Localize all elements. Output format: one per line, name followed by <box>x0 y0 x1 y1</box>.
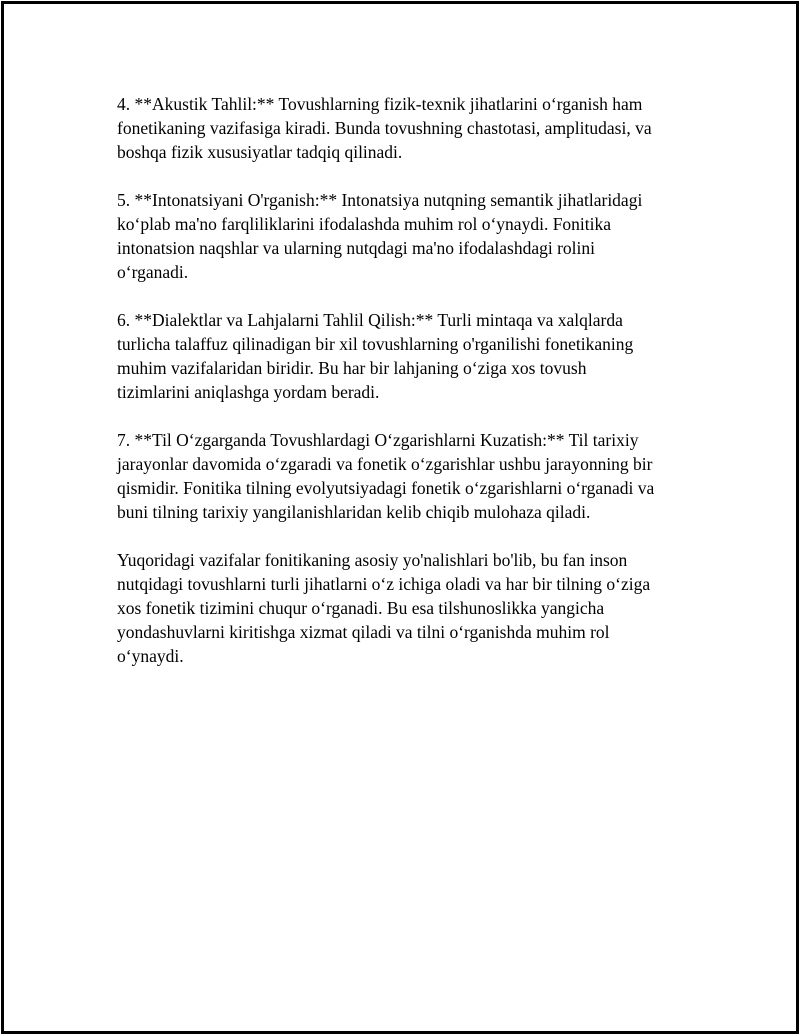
paragraph-dialektlar <box>117 308 697 404</box>
text-line: jarayonlar davomida o‘zgaradi va fonetik o‘zgarishlar ushbu jarayonning bir <box>117 454 653 474</box>
paragraph-akustik-tahlil <box>117 92 697 164</box>
text-line: 7. **Til O‘zgarganda Tovushlardagi O‘zgarishlarni Kuzatish:** Til tarixiy <box>117 430 639 450</box>
text-line: nutqidagi tovushlarni turli jihatlarni o‘z ichiga oladi va har bir tilning o‘ziga <box>117 574 651 594</box>
text-line: 4. **Akustik Tahlil:** Tovushlarning fizik-texnik jihatlarini o‘rganish ham <box>117 94 643 114</box>
text-line: 5. **Intonatsiyani O'rganish:** Intonatsiya nutqning semantik jihatlaridagi <box>117 190 643 210</box>
text-line: Yuqoridagi vazifalar fonitikaning asosiy yo'nalishlari bo'lib, bu fan inson <box>117 550 628 570</box>
text-line: boshqa fizik xususiyatlar tadqiq qilinadi. <box>117 142 403 162</box>
document-body <box>117 92 697 692</box>
text-line: intonatsion naqshlar va ularning nutqdagi ma'no ifodalashdagi rolini <box>117 238 595 258</box>
text-line: 6. **Dialektlar va Lahjalarni Tahlil Qilish:** Turli mintaqa va xalqlarda <box>117 310 623 330</box>
text-line: yondashuvlarni kiritishga xizmat qiladi va tilni o‘rganishda muhim rol <box>117 622 610 642</box>
text-line: xos fonetik tizimini chuqur o‘rganadi. Bu esa tilshunoslikka yangicha <box>117 598 605 618</box>
text-line: fonetikaning vazifasiga kiradi. Bunda tovushning chastotasi, amplitudasi, va <box>117 118 652 138</box>
text-line: o‘rganadi. <box>117 262 189 282</box>
text-line: buni tilning tarixiy yangilanishlaridan kelib chiqib mulohaza qiladi. <box>117 502 591 522</box>
paragraph-intonatsiya <box>117 188 697 284</box>
text-line: turlicha talaffuz qilinadigan bir xil tovushlarning o'rganilishi fonetikaning <box>117 334 634 354</box>
text-line: o‘ynaydi. <box>117 646 184 666</box>
text-line: tizimlarini aniqlashga yordam beradi. <box>117 382 380 402</box>
text-line: qismidir. Fonitika tilning evolyutsiyadagi fonetik o‘zgarishlarni o‘rganadi va <box>117 478 655 498</box>
text-line: muhim vazifalaridan biridir. Bu har bir lahjaning o‘ziga xos tovush <box>117 358 587 378</box>
text-line: ko‘plab ma'no farqliliklarini ifodalashda muhim rol o‘ynaydi. Fonitika <box>117 214 612 234</box>
paragraph-til-ozgarishlari <box>117 428 697 524</box>
paragraph-xulosa <box>117 548 697 668</box>
